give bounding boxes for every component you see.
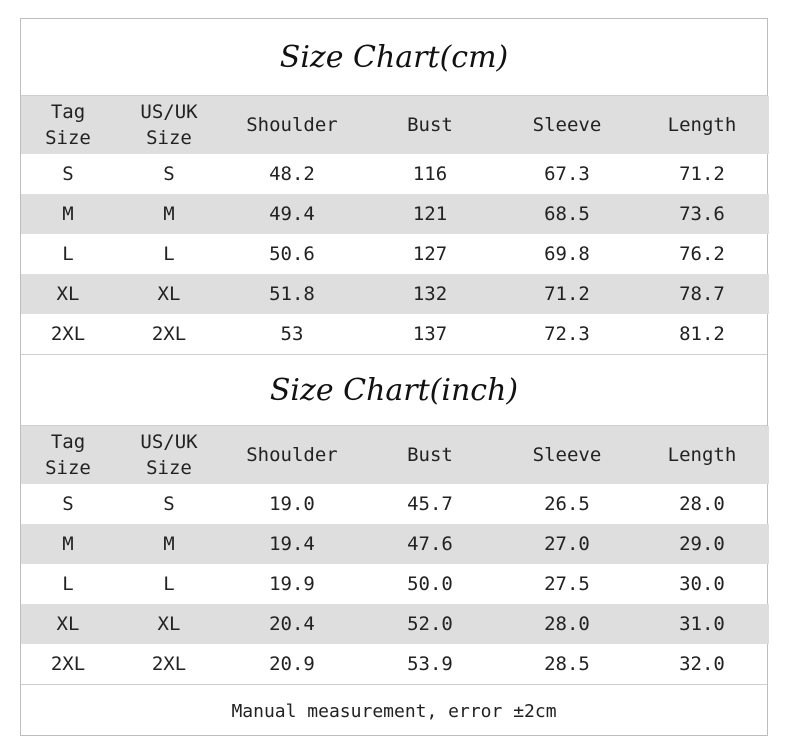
cell-bust: 116 (412, 163, 448, 185)
measurement-note: Manual measurement, error ±2cm (21, 684, 767, 737)
cell-us: L (163, 573, 175, 595)
size-chart-cm-title: Size Chart(cm) (21, 19, 767, 96)
cell-tag: L (62, 573, 74, 595)
cell-tag: S (62, 493, 74, 515)
cell-length: 81.2 (679, 323, 725, 345)
cell-sleeve: 26.5 (544, 493, 590, 515)
cell-bust: 47.6 (407, 533, 453, 555)
size-table-inch (21, 426, 769, 684)
cell-sleeve: 27.5 (544, 573, 590, 595)
table-row (21, 154, 769, 194)
cell-sleeve: 69.8 (544, 243, 590, 265)
header-bust: Bust (407, 114, 453, 136)
header-shoulder: Shoulder (246, 444, 338, 466)
cell-sleeve: 28.0 (544, 613, 590, 635)
header-bust: Bust (407, 444, 453, 466)
header-length: Length (667, 444, 737, 466)
cell-length: 32.0 (679, 653, 725, 675)
header-us-uk-size: US/UK Size (140, 431, 198, 479)
cell-tag: XL (56, 283, 80, 305)
table-row (21, 234, 769, 274)
cell-sleeve: 68.5 (544, 203, 590, 225)
cell-us: S (163, 493, 175, 515)
cell-bust: 50.0 (407, 573, 453, 595)
cell-length: 28.0 (679, 493, 725, 515)
cell-us: S (163, 163, 175, 185)
cell-shoulder: 19.0 (269, 493, 315, 515)
table-row (21, 484, 769, 524)
cell-length: 73.6 (679, 203, 725, 225)
cell-tag: 2XL (50, 653, 86, 675)
cell-length: 78.7 (679, 283, 725, 305)
table-header-row (21, 96, 769, 154)
cell-us: L (163, 243, 175, 265)
cell-tag: M (62, 203, 74, 225)
size-chart-frame (20, 18, 768, 736)
cell-sleeve: 71.2 (544, 283, 590, 305)
cell-bust: 137 (412, 323, 448, 345)
cell-us: XL (157, 613, 181, 635)
cell-shoulder: 19.4 (269, 533, 315, 555)
cell-us: M (163, 203, 175, 225)
cell-bust: 52.0 (407, 613, 453, 635)
table-row (21, 644, 769, 684)
cell-tag: M (62, 533, 74, 555)
cell-tag: XL (56, 613, 80, 635)
cell-shoulder: 20.4 (269, 613, 315, 635)
cell-bust: 121 (412, 203, 448, 225)
cell-length: 31.0 (679, 613, 725, 635)
table-header-row (21, 426, 769, 484)
cell-shoulder: 49.4 (269, 203, 315, 225)
cell-us: 2XL (151, 323, 187, 345)
cell-shoulder: 48.2 (269, 163, 315, 185)
cell-shoulder: 50.6 (269, 243, 315, 265)
header-length: Length (667, 114, 737, 136)
cell-length: 76.2 (679, 243, 725, 265)
header-tag-size: Tag Size (45, 101, 91, 149)
cell-bust: 53.9 (407, 653, 453, 675)
cell-bust: 127 (412, 243, 448, 265)
header-us-uk-size: US/UK Size (140, 101, 198, 149)
header-shoulder: Shoulder (246, 114, 338, 136)
header-sleeve: Sleeve (532, 444, 602, 466)
size-table-cm (21, 96, 769, 354)
size-chart-inch-title: Size Chart(inch) (21, 354, 767, 426)
cell-bust: 45.7 (407, 493, 453, 515)
cell-tag: 2XL (50, 323, 86, 345)
cell-length: 29.0 (679, 533, 725, 555)
table-row (21, 564, 769, 604)
cell-us: 2XL (151, 653, 187, 675)
table-row (21, 194, 769, 234)
header-sleeve: Sleeve (532, 114, 602, 136)
cell-shoulder: 20.9 (269, 653, 315, 675)
cell-sleeve: 28.5 (544, 653, 590, 675)
cell-shoulder: 53 (280, 323, 304, 345)
cell-shoulder: 51.8 (269, 283, 315, 305)
table-row (21, 274, 769, 314)
table-row (21, 524, 769, 564)
table-row (21, 314, 769, 354)
cell-length: 30.0 (679, 573, 725, 595)
cell-sleeve: 27.0 (544, 533, 590, 555)
cell-length: 71.2 (679, 163, 725, 185)
cell-tag: L (62, 243, 74, 265)
cell-sleeve: 72.3 (544, 323, 590, 345)
table-row (21, 604, 769, 644)
cell-bust: 132 (412, 283, 448, 305)
cell-us: XL (157, 283, 181, 305)
cell-tag: S (62, 163, 74, 185)
cell-us: M (163, 533, 175, 555)
header-tag-size: Tag Size (45, 431, 91, 479)
cell-shoulder: 19.9 (269, 573, 315, 595)
cell-sleeve: 67.3 (544, 163, 590, 185)
